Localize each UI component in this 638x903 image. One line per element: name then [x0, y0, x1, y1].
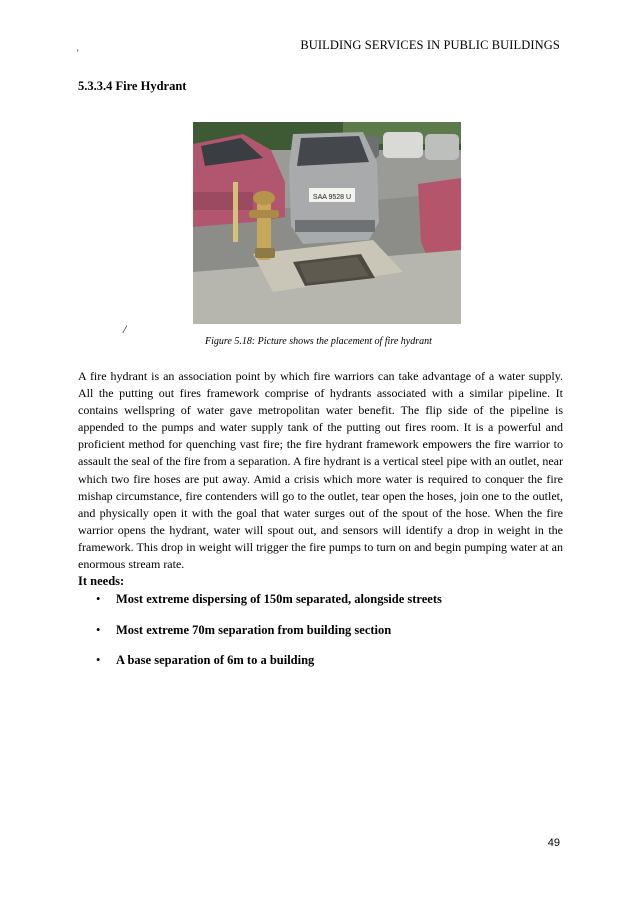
section-heading: 5.3.3.4 Fire Hydrant: [78, 79, 187, 93]
list-item-text: A base separation of 6m to a building: [116, 653, 315, 667]
page-number: 49: [547, 837, 560, 849]
license-plate-text: SAA 9528 U: [312, 194, 352, 201]
bullet-icon: •: [96, 592, 101, 606]
list-item: [78, 652, 548, 669]
running-header: BUILDING SERVICES IN PUBLIC BUILDINGS: [300, 38, 560, 52]
bullet-icon: •: [96, 653, 101, 667]
tick-mark: ': [77, 48, 79, 58]
list-item-text: Most extreme dispersing of 150m separated, alongside streets: [116, 592, 442, 606]
bullet-icon: •: [96, 622, 101, 637]
fire-hydrant-photo: [193, 122, 461, 324]
list-item: [78, 591, 548, 608]
slash-mark: /: [123, 322, 127, 336]
needs-heading: It needs:: [78, 574, 125, 588]
figure-caption: Figure 5.18: Picture shows the placement of fire hydrant: [205, 336, 432, 347]
needs-list: [78, 591, 548, 683]
body-paragraph: A fire hydrant is an association point by which fire warriors can take advantage of a water supply. All the putting out fires framework comprise of hydrants associated with a similar pipeline. It contains wellspring of water gave metropolitan water benefit. The flip side of the pipeline is appended to the pumps and water supply tank of the putting out fires room. It is a powerful and proficient method for quenching vast fire; the fire hydrant framework empowers the fire warrior to assault the seal of the fire from a separation. A fire hydrant is a vertical steel pipe with an outlet, near which two fire hoses are put away. Amid a crisis which more water is required to conquer the fire mishap circumstance, fire contenders will go to the outlet, tear open the hoses, join one to the outlet, and physically open it with the goal that water surges out of the spout of the hose. When the fire warrior opens the hydrant, water will spout out, and sensors will identify a drop in weight in the framework. This drop in weight will trigger the fire pumps to turn on and begin pumping water at an enormous stream rate.: [78, 369, 563, 572]
list-item-text: Most extreme 70m separation from building section: [116, 622, 392, 637]
list-item: [78, 622, 548, 639]
